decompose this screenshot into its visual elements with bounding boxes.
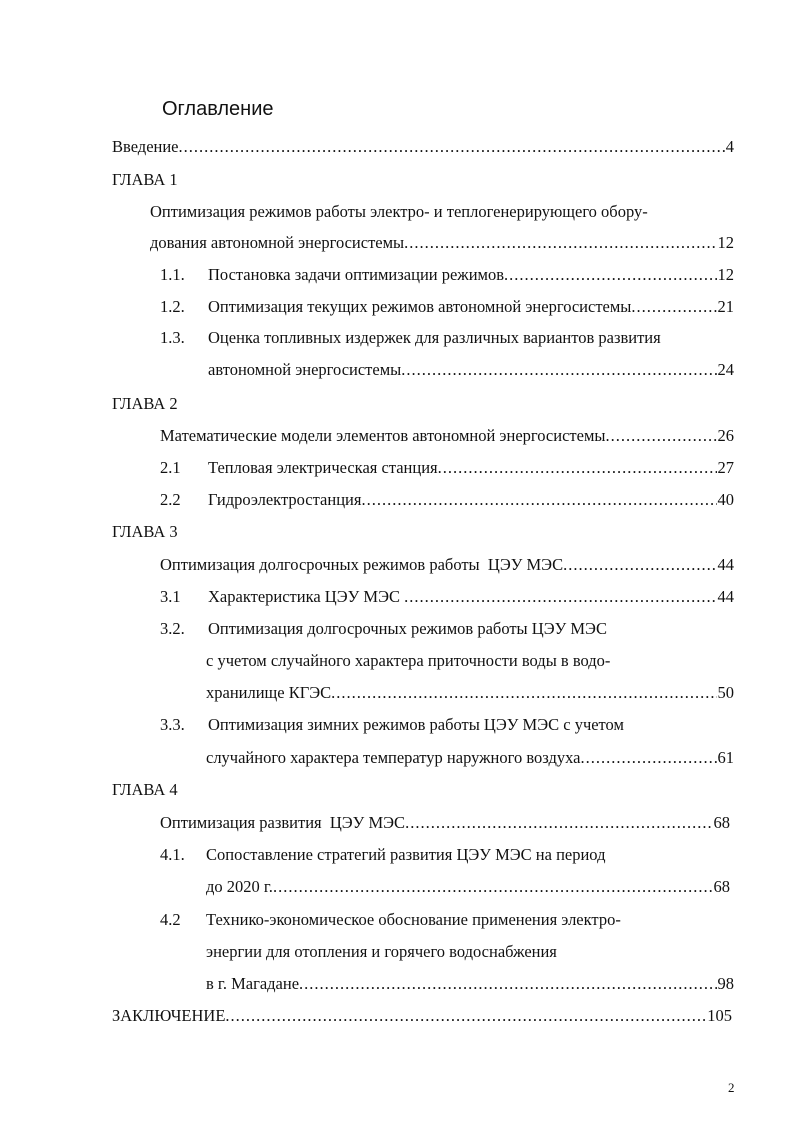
toc-entry-3-2 xyxy=(206,682,734,704)
section-number: 3.2. xyxy=(160,619,185,638)
section-title: Технико-экономическое обоснование применения электро- xyxy=(206,910,621,929)
dot-leader xyxy=(179,136,725,158)
toc-entry-4-1-line1 xyxy=(160,844,605,866)
section-title-line2: случайного характера температур наружного воздуха xyxy=(206,748,581,767)
section-title: Оптимизация текущих режимов автономной энергосистемы xyxy=(208,297,632,316)
toc-entry-2-1 xyxy=(160,457,734,479)
section-title: Сопоставление стратегий развития ЦЭУ МЭС на период xyxy=(206,845,606,864)
toc-entry-4-1 xyxy=(206,876,730,898)
toc-page-number: 44 xyxy=(717,555,734,574)
toc-entry-chapter-1 xyxy=(150,232,734,254)
toc-entry-1-3-line1 xyxy=(160,327,661,349)
toc-page-number: 21 xyxy=(717,297,734,316)
toc-entry-1-1 xyxy=(160,264,734,286)
toc-entry-chapter-2 xyxy=(160,425,734,447)
section-title-line3: в г. Магадане xyxy=(206,974,300,993)
dot-leader xyxy=(331,682,716,704)
section-title-line2: автономной энергосистемы xyxy=(208,360,402,379)
section-number: 3.1 xyxy=(160,587,181,606)
toc-entry-3-2-line2: с учетом случайного характера приточности воды в водо- xyxy=(206,651,611,670)
toc-entry-4-2-line2: энергии для отопления и горячего водоснабжения xyxy=(206,942,557,961)
dot-leader xyxy=(299,973,716,995)
toc-entry-2-2 xyxy=(160,489,734,511)
toc-page-number: 98 xyxy=(717,974,734,993)
toc-page-number: 68 xyxy=(713,813,730,832)
toc-entry-4-2 xyxy=(206,973,734,995)
toc-entry-3-2-line1 xyxy=(160,618,607,640)
dot-leader xyxy=(631,296,716,318)
chapter-heading-1: ГЛАВА 1 xyxy=(112,170,178,189)
toc-page-number: 12 xyxy=(717,265,734,284)
toc-entry-3-3-line1 xyxy=(160,714,624,736)
dot-leader xyxy=(438,457,717,479)
section-title-line3: хранилище КГЭС xyxy=(206,683,332,702)
toc-page-number: 24 xyxy=(717,360,734,379)
dot-leader xyxy=(605,425,716,447)
chapter-title-3: Оптимизация долгосрочных режимов работы ЦЭУ МЭС xyxy=(160,555,564,574)
section-title: Тепловая электрическая станция xyxy=(208,458,438,477)
toc-page-number: 26 xyxy=(717,426,734,445)
section-title-line2: до 2020 г. xyxy=(206,877,273,896)
chapter-heading-2: ГЛАВА 2 xyxy=(112,394,178,413)
section-title: Оценка топливных издержек для различных вариантов развития xyxy=(208,328,661,347)
toc-entry-chapter-4 xyxy=(160,812,730,834)
chapter-title-2: Математические модели элементов автономной энергосистемы xyxy=(160,426,606,445)
toc-page-number: 105 xyxy=(707,1006,732,1025)
toc-entry-text: Введение xyxy=(112,137,179,156)
section-title: Постановка задачи оптимизации режимов xyxy=(208,265,505,284)
dot-leader xyxy=(404,586,716,608)
dot-leader xyxy=(273,876,713,898)
dot-leader xyxy=(504,264,716,286)
chapter-title-1-line1: Оптимизация режимов работы электро- и теплогенерирующего обору- xyxy=(150,202,648,221)
section-number: 3.3. xyxy=(160,715,185,734)
chapter-heading-3: ГЛАВА 3 xyxy=(112,522,178,541)
page-number: 2 xyxy=(728,1080,735,1095)
section-title: Оптимизация долгосрочных режимов работы ЦЭУ МЭС xyxy=(208,619,607,638)
toc-entry-text: ЗАКЛЮЧЕНИЕ xyxy=(112,1006,226,1025)
section-number: 4.1. xyxy=(160,845,185,864)
section-number: 1.1. xyxy=(160,265,185,284)
toc-entry-3-3 xyxy=(206,747,734,769)
toc-entry-1-3 xyxy=(208,359,734,381)
toc-entry-chapter-3 xyxy=(160,554,734,576)
page-title: Оглавление xyxy=(162,98,274,120)
dot-leader xyxy=(404,232,716,254)
dot-leader xyxy=(361,489,716,511)
dot-leader xyxy=(401,359,716,381)
section-number: 2.1 xyxy=(160,458,181,477)
dot-leader xyxy=(405,812,712,834)
toc-page-number: 40 xyxy=(717,490,734,509)
toc-page-number: 61 xyxy=(717,748,734,767)
dot-leader xyxy=(581,747,717,769)
section-number: 1.2. xyxy=(160,297,185,316)
chapter-heading-4: ГЛАВА 4 xyxy=(112,780,178,799)
toc-entry-intro xyxy=(112,136,734,158)
toc-entry-3-1 xyxy=(160,586,734,608)
toc-page-number: 12 xyxy=(717,233,734,252)
toc-entry-1-2 xyxy=(160,296,734,318)
section-number: 4.2 xyxy=(160,910,181,929)
section-title: Оптимизация зимних режимов работы ЦЭУ МЭС с учетом xyxy=(208,715,624,734)
toc-page-number: 4 xyxy=(725,137,734,156)
toc-entry-conclusion xyxy=(112,1005,732,1027)
section-title: Гидроэлектростанция xyxy=(208,490,362,509)
section-number: 2.2 xyxy=(160,490,181,509)
toc-page-number: 27 xyxy=(717,458,734,477)
toc-entry-4-2-line1 xyxy=(160,909,621,931)
toc-page-number: 44 xyxy=(717,587,734,606)
dot-leader xyxy=(563,554,716,576)
section-number: 1.3. xyxy=(160,328,185,347)
toc-page-number: 50 xyxy=(717,683,734,702)
dot-leader xyxy=(225,1005,706,1027)
chapter-title-1-line2: дования автономной энергосистемы xyxy=(150,233,405,252)
section-title: Характеристика ЦЭУ МЭС xyxy=(208,587,405,606)
chapter-title-4: Оптимизация развития ЦЭУ МЭС xyxy=(160,813,406,832)
toc-page-number: 68 xyxy=(713,877,730,896)
